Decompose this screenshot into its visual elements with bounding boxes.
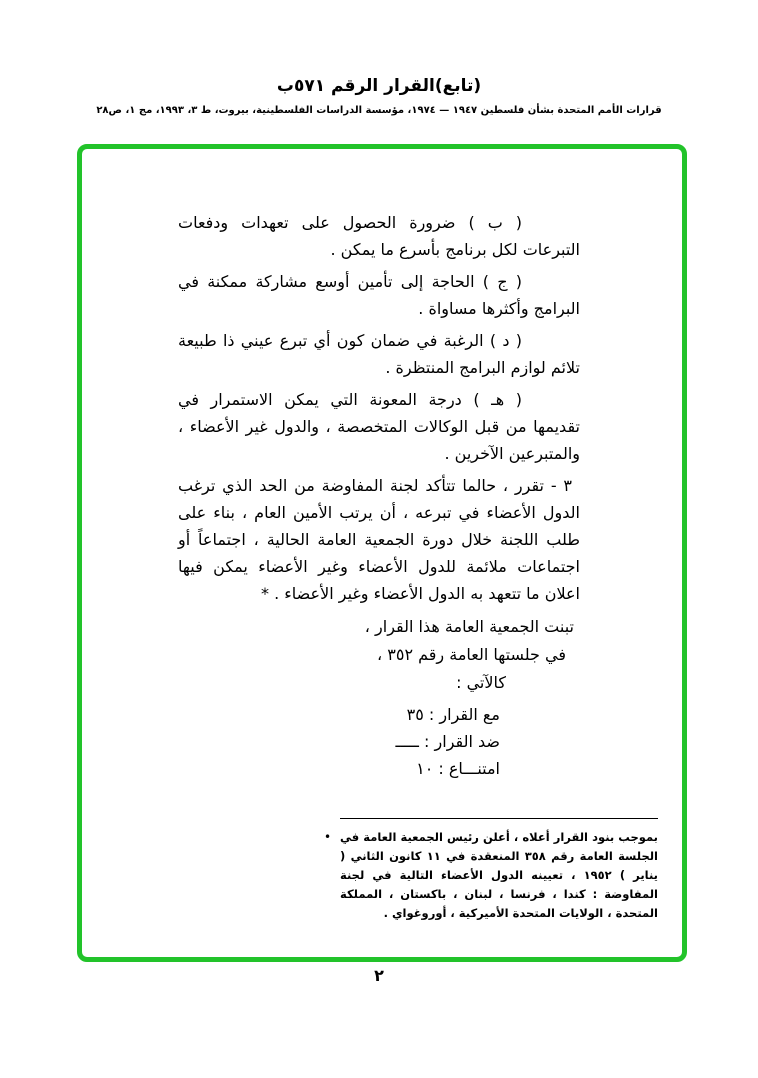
footnote-separator: [340, 818, 658, 819]
vote-line-against: ضد القرار : ـــــ: [395, 732, 500, 751]
adoption-line: في جلستها العامة رقم ٣٥٢ ،: [377, 645, 566, 664]
citation-line: قرارات الأمم المتحدة بشأن فلسطين ١٩٤٧ — ١٩٧٤، مؤسسة الدراسات الفلسطينية، بيروت، ط ٣، ١٩٩٣، مج ١، ص٢٨: [96, 105, 662, 116]
page-number: ٢: [374, 966, 384, 985]
content-frame: [77, 144, 687, 962]
vote-line-for: مع القرار : ٣٥: [406, 705, 500, 724]
body-paragraph: ( هـ ) درجة المعونة التي يمكن الاستمرار في تقديمها من قبل الوكالات المتخصصة ، والدول غير الأعضاء ، والمتبرعين الآخرين .: [178, 390, 580, 463]
footnote-bullet: •: [324, 830, 332, 844]
footnote-text: بموجب بنود القرار أعلاه ، أعلن رئيس الجمعية العامة في الجلسة العامة رقم ٣٥٨ المنعقدة في ١١ كانون الثاني ( يناير ) ١٩٥٢ ، تعيينه الدول الأعضاء التالية في لجنة المفاوضة : كندا ، فرنسا ، لبنان ، باكستان ، المملكة المتحدة ، الولايات المتحدة الأميركية ، أوروغواي .: [340, 830, 659, 920]
page-title: (تابع)القرار الرقم ٥٧١ب: [276, 76, 482, 96]
adoption-line: تبنت الجمعية العامة هذا القرار ،: [364, 617, 574, 636]
adoption-line: كالآتي :: [456, 673, 506, 692]
body-paragraph: ( ج ) الحاجة إلى تأمين أوسع مشاركة ممكنة في البرامج وأكثرها مساواة .: [178, 272, 580, 318]
adoption-statement: [178, 613, 580, 697]
body-paragraph: ( ب ) ضرورة الحصول على تعهدات ودفعات التبرعات لكل برنامج بأسرع ما يمكن .: [178, 213, 580, 259]
vote-results: [178, 701, 580, 782]
footnote: [324, 818, 659, 923]
body-paragraph: ( د ) الرغبة في ضمان كون أي تبرع عيني ذا طبيعة تلائم لوازم البرامج المنتظرة .: [178, 331, 580, 377]
body-paragraph: ٣ - تقرر ، حالما تتأكد لجنة المفاوضة من الحد الذي ترغب الدول الأعضاء في تبرعه ، أن يرتب الأمين العام ، بناء على طلب اللجنة خلال دورة الجمعية العامة الحالية ، اجتماعاً أو اجتماعات ملائمة للدول الأعضاء وغير الأعضاء يمكن فيها اعلان ما تتعهد به الدول الأعضاء وغير الأعضاء . *: [178, 476, 580, 603]
body-text: [178, 209, 580, 782]
vote-line-abstain: امتنـــاع : ١٠: [416, 759, 500, 778]
